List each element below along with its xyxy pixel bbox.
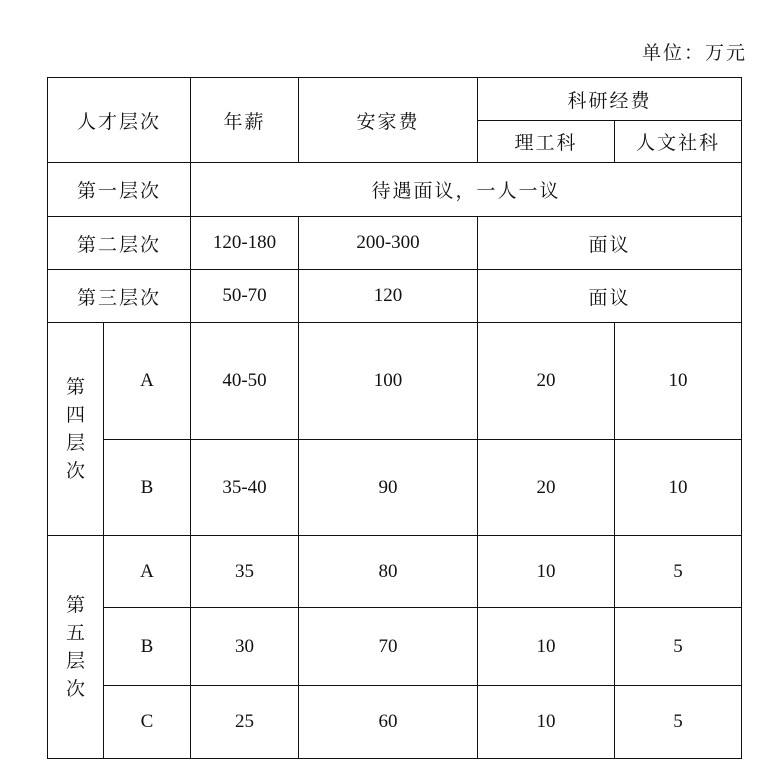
- level4-b-sci: 20: [478, 440, 615, 536]
- level4-a-hum: 10: [615, 323, 742, 440]
- level4-b-settlement: 90: [299, 440, 478, 536]
- level4-b-salary: 35-40: [191, 440, 299, 536]
- level5-c-hum: 5: [615, 686, 742, 759]
- level5-label-char: 次: [65, 678, 85, 700]
- header-salary: 年薪: [191, 78, 299, 163]
- row-level4-b: [48, 440, 742, 536]
- row-level5-b: [48, 608, 742, 686]
- level4-label: [48, 323, 104, 536]
- level5-a-salary: 35: [191, 536, 299, 608]
- level3-settlement: 120: [299, 270, 478, 323]
- row-level4-a: [48, 323, 742, 440]
- row-level3: [48, 270, 742, 323]
- level3-label: 第三层次: [48, 270, 191, 323]
- level5-a-settlement: 80: [299, 536, 478, 608]
- level2-label: 第二层次: [48, 217, 191, 270]
- level5-b-salary: 30: [191, 608, 299, 686]
- level4-label-char: 四: [65, 404, 85, 426]
- level3-salary: 50-70: [191, 270, 299, 323]
- header-research-funds: 科研经费: [478, 78, 742, 121]
- level4-label-char: 层: [65, 432, 85, 454]
- level5-a-sci: 10: [478, 536, 615, 608]
- talent-compensation-table: [47, 77, 742, 759]
- level2-salary: 120-180: [191, 217, 299, 270]
- level5-label: [48, 536, 104, 759]
- header-science-engineering: 理工科: [478, 121, 615, 163]
- level5-label-char: 五: [65, 622, 85, 644]
- level5-b-settlement: 70: [299, 608, 478, 686]
- row-level5-c: [48, 686, 742, 759]
- level4-a-salary: 40-50: [191, 323, 299, 440]
- level4-b-grade: B: [104, 440, 191, 536]
- header-level: 人才层次: [48, 78, 191, 163]
- header-settlement: 安家费: [299, 78, 478, 163]
- level1-label: 第一层次: [48, 163, 191, 217]
- level4-label-char: 次: [65, 460, 85, 482]
- level5-b-hum: 5: [615, 608, 742, 686]
- level5-c-settlement: 60: [299, 686, 478, 759]
- level5-c-salary: 25: [191, 686, 299, 759]
- level5-b-grade: B: [104, 608, 191, 686]
- level3-research: 面议: [478, 270, 742, 323]
- level2-settlement: 200-300: [299, 217, 478, 270]
- row-level1: [48, 163, 742, 217]
- row-level5-a: [48, 536, 742, 608]
- level2-research: 面议: [478, 217, 742, 270]
- level5-c-grade: C: [104, 686, 191, 759]
- header-humanities-social: 人文社科: [615, 121, 742, 163]
- level1-merged-text: 待遇面议，一人一议: [191, 163, 742, 217]
- header-row-top: [48, 78, 742, 121]
- level4-a-sci: 20: [478, 323, 615, 440]
- level4-a-grade: A: [104, 323, 191, 440]
- row-level2: [48, 217, 742, 270]
- level5-a-grade: A: [104, 536, 191, 608]
- level5-a-hum: 5: [615, 536, 742, 608]
- level4-a-settlement: 100: [299, 323, 478, 440]
- unit-label: 单位：万元: [641, 42, 747, 64]
- level4-b-hum: 10: [615, 440, 742, 536]
- level5-c-sci: 10: [478, 686, 615, 759]
- level4-label-char: 第: [65, 376, 85, 398]
- level5-b-sci: 10: [478, 608, 615, 686]
- level5-label-char: 第: [65, 594, 85, 616]
- level5-label-char: 层: [65, 650, 85, 672]
